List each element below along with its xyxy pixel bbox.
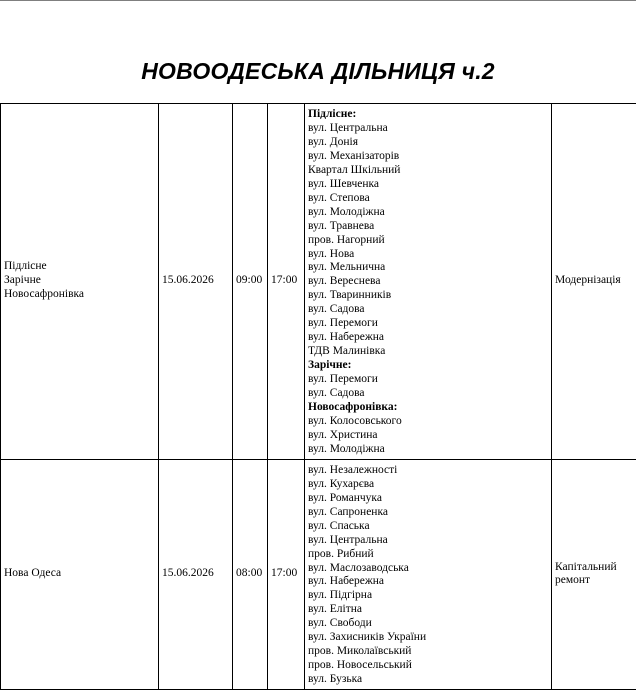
street-item: вул. Кухарєва	[308, 477, 375, 490]
street-item: вул. Елітна	[308, 603, 363, 616]
outage-date: 15.06.2026	[162, 274, 214, 287]
street-item: вул. Садова	[308, 303, 365, 316]
reason-cell	[552, 104, 636, 460]
end-time: 17:00	[271, 274, 298, 287]
street-item: вул. Сапроненка	[308, 505, 388, 518]
end-time: 17:00	[271, 567, 298, 580]
street-item: вул. Маслозаводська	[308, 561, 409, 574]
start-time: 08:00	[236, 567, 263, 580]
street-item: пров. Рибний	[308, 547, 374, 560]
street-item: вул. Христина	[308, 428, 378, 441]
end-time-cell	[268, 104, 305, 460]
locality-name: Зарічне	[4, 274, 41, 287]
work-reason: Модернізація	[555, 274, 621, 287]
street-item: вул. Колосовського	[308, 414, 402, 427]
street-item: вул. Центральна	[308, 533, 388, 546]
streets-cell	[305, 459, 552, 689]
street-item: вул. Набережна	[308, 331, 385, 344]
locality-header: Новосафронівка:	[308, 401, 398, 414]
street-item: Квартал Шкільний	[308, 163, 401, 176]
localities-cell	[1, 459, 159, 689]
start-time-cell	[233, 459, 268, 689]
street-item: вул. Набережна	[308, 575, 385, 588]
work-reason: Капітальний	[555, 560, 617, 573]
outage-schedule-table	[0, 103, 636, 690]
street-item: ТДВ Малинівка	[308, 345, 386, 358]
page-title: НОВООДЕСЬКА ДІЛЬНИЦЯ ч.2	[141, 58, 495, 84]
street-item: вул. Центральна	[308, 121, 388, 134]
street-item: вул. Перемоги	[308, 373, 378, 386]
street-item: вул. Вереснева	[308, 275, 381, 288]
street-item: вул. Молодіжна	[308, 442, 385, 455]
table-row	[1, 104, 636, 460]
table-row	[1, 459, 636, 689]
top-border-line	[0, 0, 636, 1]
street-item: вул. Тваринників	[308, 289, 392, 302]
street-item: вул. Механізаторів	[308, 149, 400, 162]
street-item: вул. Мельнична	[308, 261, 386, 274]
street-item: вул. Захисників України	[308, 631, 427, 644]
reason-cell	[552, 459, 636, 689]
street-item: вул. Шевченка	[308, 177, 380, 190]
work-reason: ремонт	[555, 574, 591, 587]
street-item: вул. Садова	[308, 387, 365, 400]
street-item: вул. Бузька	[308, 673, 363, 686]
street-item: пров. Нагорний	[308, 233, 385, 246]
street-item: вул. Свободи	[308, 617, 372, 630]
street-item: пров. Миколаївський	[308, 645, 412, 658]
locality-header: Зарічне:	[308, 359, 352, 372]
streets-cell	[305, 104, 552, 460]
street-item: вул. Перемоги	[308, 317, 378, 330]
start-time: 09:00	[236, 274, 263, 287]
locality-name: Підлісне	[4, 260, 47, 273]
localities-cell	[1, 104, 159, 460]
outage-date: 15.06.2026	[162, 567, 214, 580]
locality-name: Новосафронівка	[4, 288, 85, 301]
street-item: вул. Молодіжна	[308, 205, 385, 218]
street-item: пров. Новосельський	[308, 659, 412, 672]
street-item: вул. Незалежності	[308, 463, 398, 476]
date-cell	[159, 459, 233, 689]
street-item: вул. Підгірна	[308, 589, 373, 602]
date-cell	[159, 104, 233, 460]
street-item: вул. Донія	[308, 135, 359, 148]
street-item: вул. Романчука	[308, 491, 382, 504]
street-item: вул. Спаська	[308, 519, 370, 532]
street-item: вул. Травнева	[308, 219, 375, 232]
locality-header: Підлісне:	[308, 108, 357, 120]
locality-name: Нова Одеса	[4, 567, 62, 580]
street-item: вул. Нова	[308, 247, 355, 260]
street-item: вул. Степова	[308, 191, 370, 204]
start-time-cell	[233, 104, 268, 460]
end-time-cell	[268, 459, 305, 689]
